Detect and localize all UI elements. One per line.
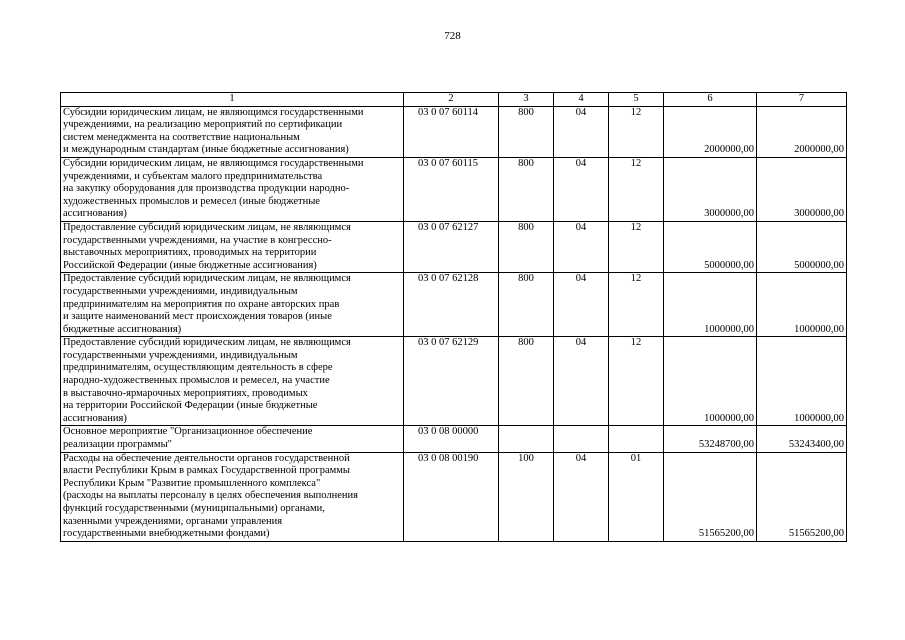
table-row bbox=[61, 273, 847, 337]
column-header: 1 bbox=[61, 93, 404, 107]
column-header: 5 bbox=[609, 93, 664, 107]
table-row bbox=[61, 452, 847, 541]
subsection-code: 12 bbox=[609, 273, 664, 337]
column-header: 3 bbox=[499, 93, 554, 107]
expense-type: 800 bbox=[499, 273, 554, 337]
column-header: 6 bbox=[664, 93, 757, 107]
section-code bbox=[554, 426, 609, 452]
item-code: 03 0 07 60114 bbox=[404, 106, 499, 157]
expense-type bbox=[499, 426, 554, 452]
item-name: Предоставление субсидий юридическим лицам, не являющимся государственными учреждениями, на участие в конгрессно- выставочных мероприятиях, проводимых на территории Российской Федерации (иные бюджетные ассигнования) bbox=[61, 221, 404, 272]
section-code: 04 bbox=[554, 106, 609, 157]
table-row bbox=[61, 426, 847, 452]
item-name: Субсидии юридическим лицам, не являющимся государственными учреждениями, на реализацию мероприятий по сертификации систем менеджмента на соответствие национальным и международным стандартам (иные бюджетные ассигнования) bbox=[61, 106, 404, 157]
column-header: 2 bbox=[404, 93, 499, 107]
amount-col7: 51565200,00 bbox=[757, 452, 847, 541]
subsection-code: 12 bbox=[609, 337, 664, 426]
subsection-code: 12 bbox=[609, 106, 664, 157]
item-name: Предоставление субсидий юридическим лицам, не являющимся государственными учреждениями, индивидуальным предпринимателям на мероприятия по охране авторских прав и защите наименований мест происхождения товаров (иные бюджетные ассигнования) bbox=[61, 273, 404, 337]
amount-col7: 3000000,00 bbox=[757, 157, 847, 221]
column-header: 7 bbox=[757, 93, 847, 107]
amount-col6: 1000000,00 bbox=[664, 337, 757, 426]
subsection-code: 12 bbox=[609, 157, 664, 221]
table-row bbox=[61, 337, 847, 426]
table-row bbox=[61, 106, 847, 157]
subsection-code: 01 bbox=[609, 452, 664, 541]
amount-col7: 2000000,00 bbox=[757, 106, 847, 157]
expense-type: 800 bbox=[499, 337, 554, 426]
page-number: 728 bbox=[444, 30, 461, 42]
section-code: 04 bbox=[554, 157, 609, 221]
amount-col6: 2000000,00 bbox=[664, 106, 757, 157]
item-code: 03 0 07 62127 bbox=[404, 221, 499, 272]
amount-col6: 51565200,00 bbox=[664, 452, 757, 541]
item-name: Субсидии юридическим лицам, не являющимся государственными учреждениями, и субъектам малого предпринимательства на закупку оборудования для производства продукции народно- художественных промыслов и ремесел (иные бюджетные ассигнования) bbox=[61, 157, 404, 221]
amount-col6: 1000000,00 bbox=[664, 273, 757, 337]
item-code: 03 0 07 62129 bbox=[404, 337, 499, 426]
table-row bbox=[61, 221, 847, 272]
amount-col7: 1000000,00 bbox=[757, 273, 847, 337]
table-row bbox=[61, 157, 847, 221]
section-code: 04 bbox=[554, 273, 609, 337]
section-code: 04 bbox=[554, 337, 609, 426]
item-name: Предоставление субсидий юридическим лицам, не являющимся государственными учреждениями, индивидуальным предпринимателям, осуществляющим деятельность в сфере народно-художественных промыслов и ремесел, на участие в выставочно-ярмарочных мероприятиях, проводимых на территории Российской Федерации (иные бюджетные ассигнования) bbox=[61, 337, 404, 426]
item-name: Расходы на обеспечение деятельности органов государственной власти Республики Крым в рамках Государственной программы Республики Крым "Развитие промышленного комплекса" (расходы на выплаты персоналу в целях обеспечения выполнения функций государственными (муниципальными) органами, казенными учреждениями, органами управления государственными внебюджетными фондами) bbox=[61, 452, 404, 541]
section-code: 04 bbox=[554, 452, 609, 541]
budget-table bbox=[60, 92, 847, 542]
item-name: Основное мероприятие "Организационное обеспечение реализации программы" bbox=[61, 426, 404, 452]
item-code: 03 0 07 62128 bbox=[404, 273, 499, 337]
subsection-code: 12 bbox=[609, 221, 664, 272]
amount-col7: 1000000,00 bbox=[757, 337, 847, 426]
amount-col6: 3000000,00 bbox=[664, 157, 757, 221]
amount-col6: 53248700,00 bbox=[664, 426, 757, 452]
amount-col6: 5000000,00 bbox=[664, 221, 757, 272]
column-header: 4 bbox=[554, 93, 609, 107]
amount-col7: 5000000,00 bbox=[757, 221, 847, 272]
expense-type: 800 bbox=[499, 157, 554, 221]
expense-type: 800 bbox=[499, 106, 554, 157]
section-code: 04 bbox=[554, 221, 609, 272]
table-header-row bbox=[61, 93, 847, 107]
item-code: 03 0 07 60115 bbox=[404, 157, 499, 221]
amount-col7: 53243400,00 bbox=[757, 426, 847, 452]
item-code: 03 0 08 00000 bbox=[404, 426, 499, 452]
expense-type: 100 bbox=[499, 452, 554, 541]
item-code: 03 0 08 00190 bbox=[404, 452, 499, 541]
expense-type: 800 bbox=[499, 221, 554, 272]
subsection-code bbox=[609, 426, 664, 452]
